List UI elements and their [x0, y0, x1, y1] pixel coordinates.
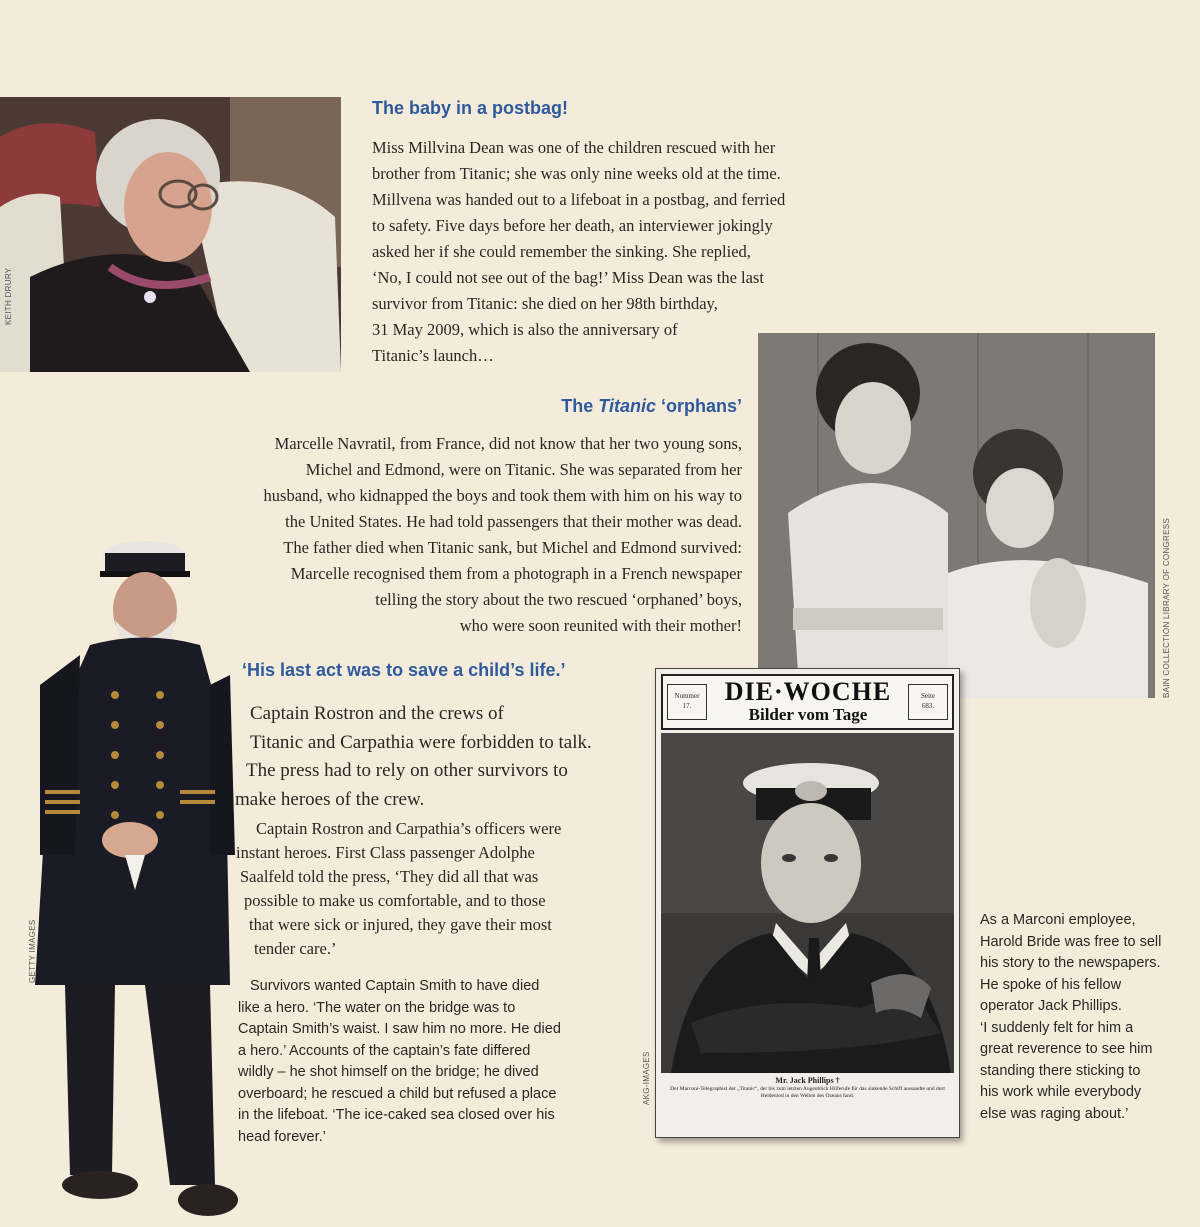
keith-drury-credit: KEITH DRURY [4, 267, 13, 325]
child-section-body [236, 817, 656, 961]
navratil-boys-photo [758, 333, 1171, 698]
baby-line-5: asked her if she could remember the sinking. She replied, [372, 242, 751, 261]
survivor-line-8: head forever.’ [238, 1128, 326, 1145]
newspaper-caption-line1: Der Marconi-Telegraphist der „Titanic“, der bis zum letzten Augenblick Hilferufe für das sinkende Schiff aussandte und dort [670, 1086, 945, 1092]
getty-images-credit: GETTY IMAGES [28, 919, 37, 983]
marconi-line-3: his story to the newspapers. [980, 955, 1161, 971]
masthead-left-line2: 17. [682, 702, 692, 710]
masthead-right-line1: Seite [921, 692, 935, 700]
bain-collection-credit: BAIN COLLECTION LIBRARY OF CONGRESS [1162, 517, 1171, 698]
intro-line-3: The press had to rely on other survivors to [246, 760, 568, 781]
body-line-4: possible to make us comfortable, and to those [244, 891, 546, 910]
orphans-line-4: the United States. He had told passengers that their mother was dead. [285, 512, 742, 531]
marconi-line-4: He spoke of his fellow [980, 976, 1122, 993]
newspaper-caption-name: Mr. Jack Phillips † [775, 1076, 840, 1085]
orphans-line-6: Marcelle recognised them from a photograph in a French newspaper [290, 564, 742, 583]
orphans-line-2: Michel and Edmond, were on Titanic. She was separated from her [305, 460, 742, 479]
masthead-title-line2: Bilder vom Tage [748, 705, 868, 724]
child-section-intro [235, 700, 655, 814]
die-woche-cover [655, 668, 960, 1138]
marconi-line-10: else was raging about.’ [980, 1105, 1129, 1122]
orphans-line-3: husband, who kidnapped the boys and took them with him on his way to [263, 486, 742, 505]
masthead-title-line1: DIE·WOCHE [724, 677, 892, 706]
intro-line-2: Titanic and Carpathia were forbidden to talk. [250, 731, 592, 753]
body-line-5: that were sick or injured, they gave their most [249, 915, 552, 934]
captain-smith-photo [20, 535, 250, 1222]
orphans-line-5: The father died when Titanic sank, but Michel and Edmond survived: [283, 538, 742, 557]
baby-line-3: Millvena was handed out to a lifeboat in a postbag, and ferried [372, 190, 786, 209]
orphans-line-8: who were soon reunited with their mother! [459, 616, 742, 635]
baby-line-4: to safety. Five days before her death, an interviewer jokingly [372, 216, 773, 235]
baby-line-7: survivor from Titanic: she died on her 98th birthday, [372, 294, 718, 313]
jack-phillips-illustration [661, 733, 954, 1073]
survivor-line-7: in the lifeboat. ‘The ice-caked sea closed over his [238, 1107, 555, 1123]
newspaper-caption-body [661, 1086, 954, 1100]
baby-line-8: 31 May 2009, which is also the anniversary of [372, 320, 678, 339]
body-line-1: Captain Rostron and Carpathia’s officers were [256, 819, 562, 838]
orphans-heading-post: ‘orphans’ [655, 396, 742, 416]
orphans-section-heading [360, 396, 742, 417]
jack-phillips-portrait [661, 733, 954, 1073]
marconi-line-6: ‘I suddenly felt for him a [980, 1019, 1134, 1036]
body-line-6: tender care.’ [254, 939, 337, 958]
intro-line-1: Captain Rostron and the crews of [250, 703, 504, 724]
masthead-right-box [908, 684, 948, 720]
masthead-left-box [667, 684, 707, 720]
baby-line-9: Titanic’s launch… [372, 346, 494, 365]
survivor-line-5: wildly – he shot himself on the bridge; he dived [238, 1064, 539, 1080]
baby-section-heading: The baby in a postbag! [372, 98, 569, 118]
orphans-line-7: telling the story about the two rescued ‘orphaned’ boys, [375, 590, 742, 609]
masthead-right-line2: 683. [921, 702, 935, 710]
orphans-heading-italic: Titanic [598, 396, 656, 416]
marconi-line-9: his work while everybody [980, 1084, 1142, 1100]
masthead [661, 674, 954, 730]
marconi-line-1: As a Marconi employee, [980, 912, 1136, 928]
survivor-line-3: Captain Smith’s waist. I saw him no more. He died [238, 1021, 561, 1037]
akg-images-credit: AKG-IMAGES [642, 1051, 651, 1105]
marconi-line-5: operator Jack Phillips. [980, 998, 1122, 1014]
millvina-dean-illustration [0, 97, 341, 372]
child-section-heading: ‘His last act was to save a child’s life.’ [242, 660, 566, 680]
newspaper-caption-line2: Heldentod in den Wellen des Ozeans fand. [760, 1093, 855, 1099]
marconi-line-8: standing there sticking to [980, 1062, 1141, 1079]
survivor-line-4: a hero.’ Accounts of the captain’s fate differed [238, 1042, 531, 1059]
marconi-line-7: great reverence to see him [980, 1041, 1153, 1057]
newspaper-caption [661, 1076, 954, 1100]
millvina-dean-photo [0, 97, 341, 372]
survivor-line-1: Survivors wanted Captain Smith to have died [250, 978, 540, 994]
survivor-line-2: like a hero. ‘The water on the bridge was to [238, 999, 516, 1016]
orphans-line-1: Marcelle Navratil, from France, did not know that her two young sons, [274, 434, 742, 453]
marconi-line-2: Harold Bride was free to sell [980, 933, 1162, 950]
masthead-title [713, 678, 903, 724]
intro-line-4: make heroes of the crew. [235, 788, 425, 810]
survivor-line-6: overboard; he rescued a child but refused a place [238, 1085, 557, 1102]
orphans-heading-pre: The [561, 396, 599, 416]
body-line-2: instant heroes. First Class passenger Adolphe [236, 843, 535, 862]
survivors-paragraph [238, 976, 618, 1148]
navratil-boys-illustration [758, 333, 1155, 698]
baby-line-6: ‘No, I could not see out of the bag!’ Miss Dean was the last [372, 268, 764, 287]
captain-smith-illustration [20, 535, 250, 1222]
baby-line-2: brother from Titanic; she was only nine weeks old at the time. [372, 164, 781, 183]
masthead-left-line1: Nummer [674, 692, 700, 700]
baby-line-1: Miss Millvina Dean was one of the children rescued with her [372, 138, 776, 157]
marconi-caption [980, 910, 1195, 1125]
body-line-3: Saalfeld told the press, ‘They did all that was [240, 867, 539, 886]
